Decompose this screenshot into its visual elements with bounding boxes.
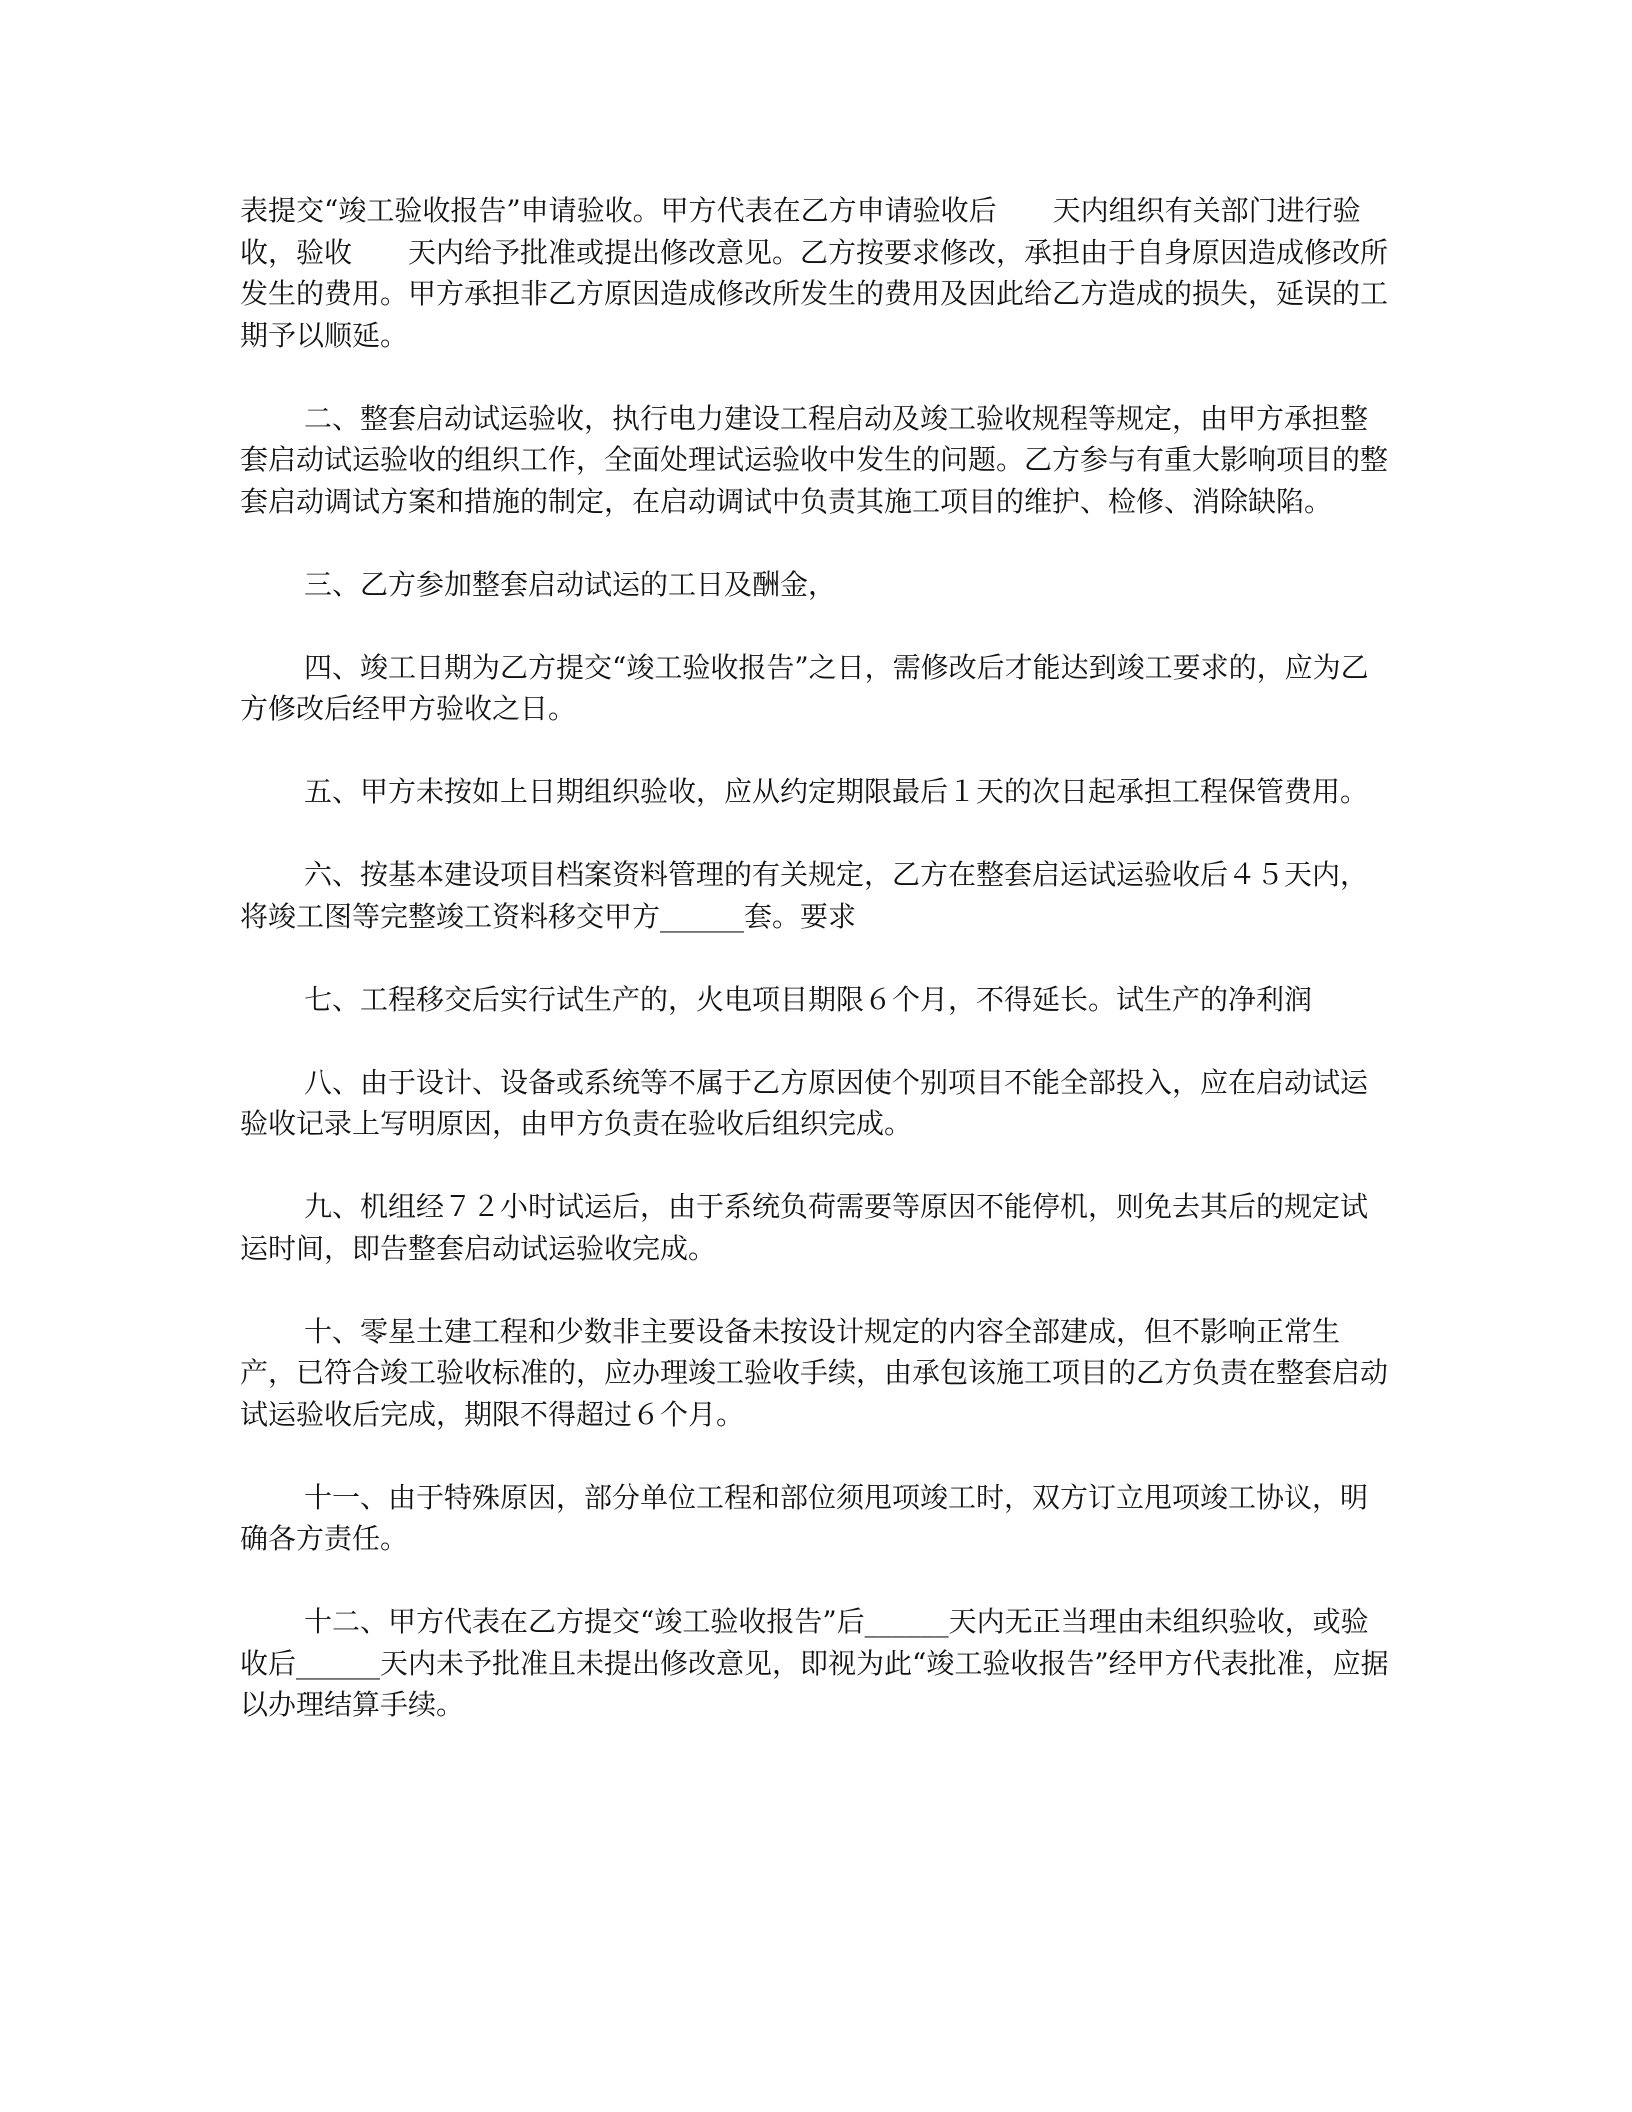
document-body bbox=[240, 190, 1390, 1726]
paragraph-clause-10: 十、零星土建工程和少数非主要设备未按设计规定的内容全部建成，但不影响正常生产，已符合竣工验收标准的，应办理竣工验收手续，由承包该施工项目的乙方负责在整套启动试运验收后完成，期限不得超过６个月。 bbox=[240, 1314, 1389, 1431]
paragraph-clause-11: 十一、由于特殊原因，部分单位工程和部位须甩项竣工时，双方订立甩项竣工协议，明确各方责任。 bbox=[240, 1480, 1369, 1555]
paragraph-clause-3: 三、乙方参加整套启动试运的工日及酬金， bbox=[304, 567, 837, 601]
paragraph-clause-8: 八、由于设计、设备或系统等不属于乙方原因使个别项目不能全部投入，应在启动试运验收记录上写明原因，由甲方负责在验收后组织完成。 bbox=[240, 1065, 1369, 1140]
paragraph-clause-9: 九、机组经７２小时试运后，由于系统负荷需要等原因不能停机，则免去其后的规定试运时间，即告整套启动试运验收完成。 bbox=[240, 1190, 1369, 1265]
paragraph-clause-5: 五、甲方未按如上日期组织验收，应从约定期限最后１天的次日起承担工程保管费用。 bbox=[304, 775, 1369, 808]
paragraph-clause-12: 十二、甲方代表在乙方提交“竣工验收报告”后______天内无正当理由未组织验收，或验收后______天内未予批准且未提出修改意见，即视为此“竣工验收报告”经甲方代表批准，应据以办理结算手续。 bbox=[240, 1605, 1389, 1721]
paragraph-clause-2: 二、整套启动试运验收，执行电力建设工程启动及竣工验收规程等规定，由甲方承担整套启动试运验收的组织工作，全面处理试运验收中发生的问题。乙方参与有重大影响项目的整套启动调试方案和措施的制定，在启动调试中负责其施工项目的维护、检修、消除缺陷。 bbox=[240, 401, 1389, 518]
paragraph-clause-7: 七、工程移交后实行试生产的，火电项目期限６个月，不得延长。试生产的净利润 bbox=[304, 982, 1313, 1016]
paragraph-clause-4: 四、竣工日期为乙方提交“竣工验收报告”之日，需修改后才能达到竣工要求的，应为乙方修改后经甲方验收之日。 bbox=[240, 650, 1369, 725]
paragraph-continuation: 表提交“竣工验收报告”申请验收。甲方代表在乙方申请验收后 天内组织有关部门进行验收，验收 天内给予批准或提出修改意见。乙方按要求修改，承担由于自身原因造成修改所发生的费用。甲方承担非乙方原因造成修改所发生的费用及因此给乙方造成的损失，延误的工期予以顺延。 bbox=[240, 194, 1389, 352]
paragraph-clause-6: 六、按基本建设项目档案资料管理的有关规定，乙方在整套启运试运验收后４５天内，将竣工图等完整竣工资料移交甲方______套。要求 bbox=[240, 858, 1369, 933]
